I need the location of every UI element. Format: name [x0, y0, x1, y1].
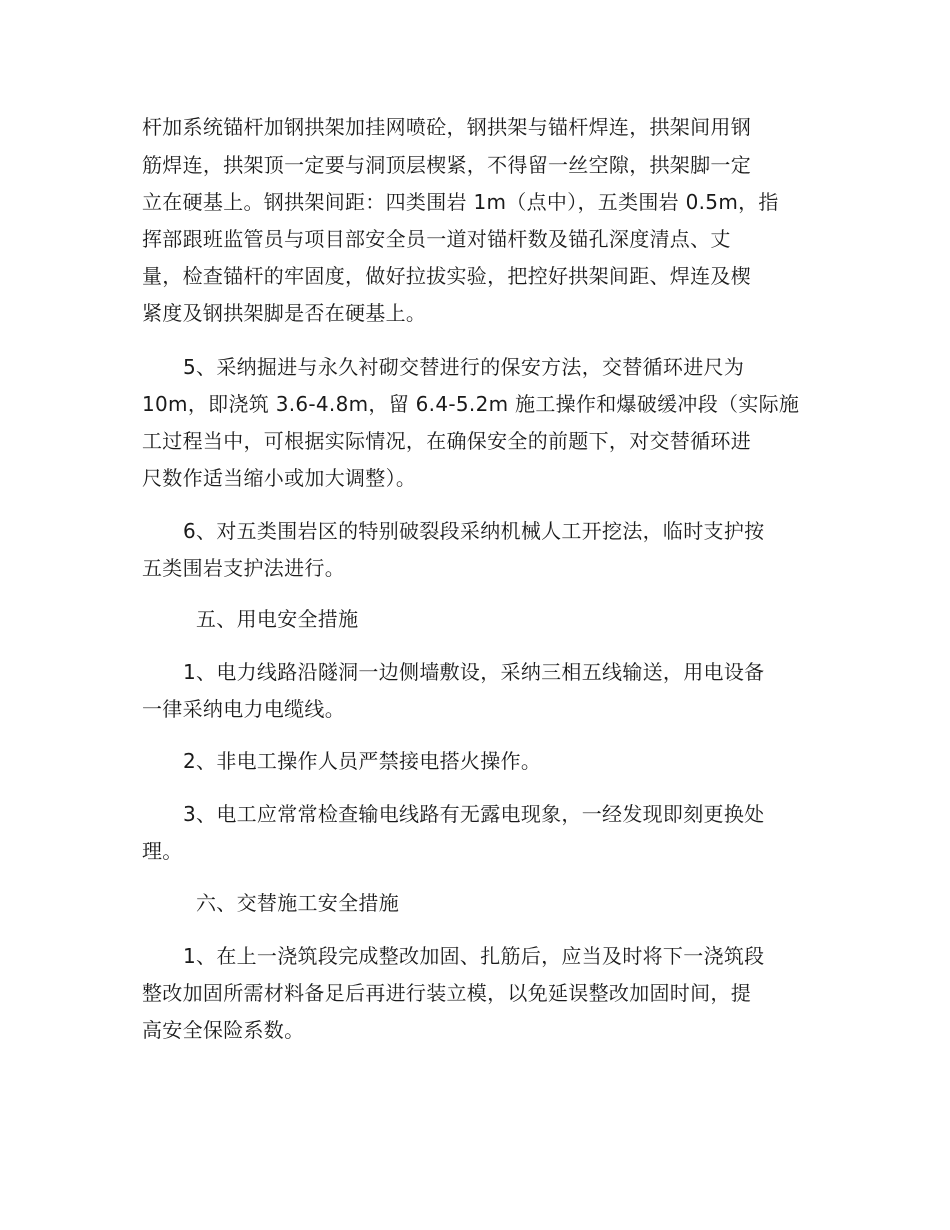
text-line: 挥部跟班监管员与项目部安全员一道对锚杆数及锚孔深度清点、丈: [142, 227, 731, 251]
electrical-item-3-line: 3、电工应常常检查输电线路有无露电现象，一经发现即刻更换处: [183, 802, 765, 826]
text-line: 五类围岩支护法进行。: [142, 556, 345, 580]
text-line: 杆加系统锚杆加钢拱架加挂网喷砼，钢拱架与锚杆焊连，拱架间用钢: [142, 115, 751, 139]
text-line: 10m，即浇筑 3.6-4.8m，留 6.4-5.2m 施工操作和爆破缓冲段（实际施: [142, 392, 800, 416]
electrical-item-1-line: 1、电力线路沿隧洞一边侧墙敷设，采纳三相五线输送，用电设备: [183, 660, 765, 684]
text-line: 尺数作适当缩小或加大调整）。: [142, 466, 417, 490]
text-line: 一律采纳电力电缆线。: [142, 697, 345, 721]
text-line: 理。: [142, 839, 183, 863]
text-line: 筋焊连，拱架顶一定要与洞顶层楔紧，不得留一丝空隙，拱架脚一定: [142, 153, 751, 177]
text-line: 整改加固所需材料备足后再进行装立模，以免延误整改加固时间，提: [142, 981, 751, 1005]
text-line: 紧度及钢拱架脚是否在硬基上。: [142, 301, 427, 325]
paragraph-6-line: 6、对五类围岩区的特别破裂段采纳机械人工开挖法，临时支护按: [183, 519, 765, 543]
text-line: 高安全保险系数。: [142, 1018, 305, 1042]
text-line: 量，检查锚杆的牢固度，做好拉拔实验，把控好拱架间距、焊连及楔: [142, 264, 751, 288]
section-heading-electrical: 五、用电安全措施: [196, 607, 359, 631]
electrical-item-2-line: 2、非电工操作人员严禁接电搭火操作。: [183, 749, 542, 773]
section-heading-alternating-construction: 六、交替施工安全措施: [196, 891, 399, 915]
paragraph-5-line: 5、采纳掘进与永久衬砌交替进行的保安方法，交替循环进尺为: [183, 355, 745, 379]
text-line: 工过程当中，可根据实际情况，在确保安全的前题下，对交替循环进: [142, 429, 751, 453]
text-line: 立在硬基上。钢拱架间距：四类围岩 1m（点中），五类围岩 0.5m，指: [142, 190, 779, 214]
alternating-item-1-line: 1、在上一浇筑段完成整改加固、扎筋后，应当及时将下一浇筑段: [183, 944, 765, 968]
